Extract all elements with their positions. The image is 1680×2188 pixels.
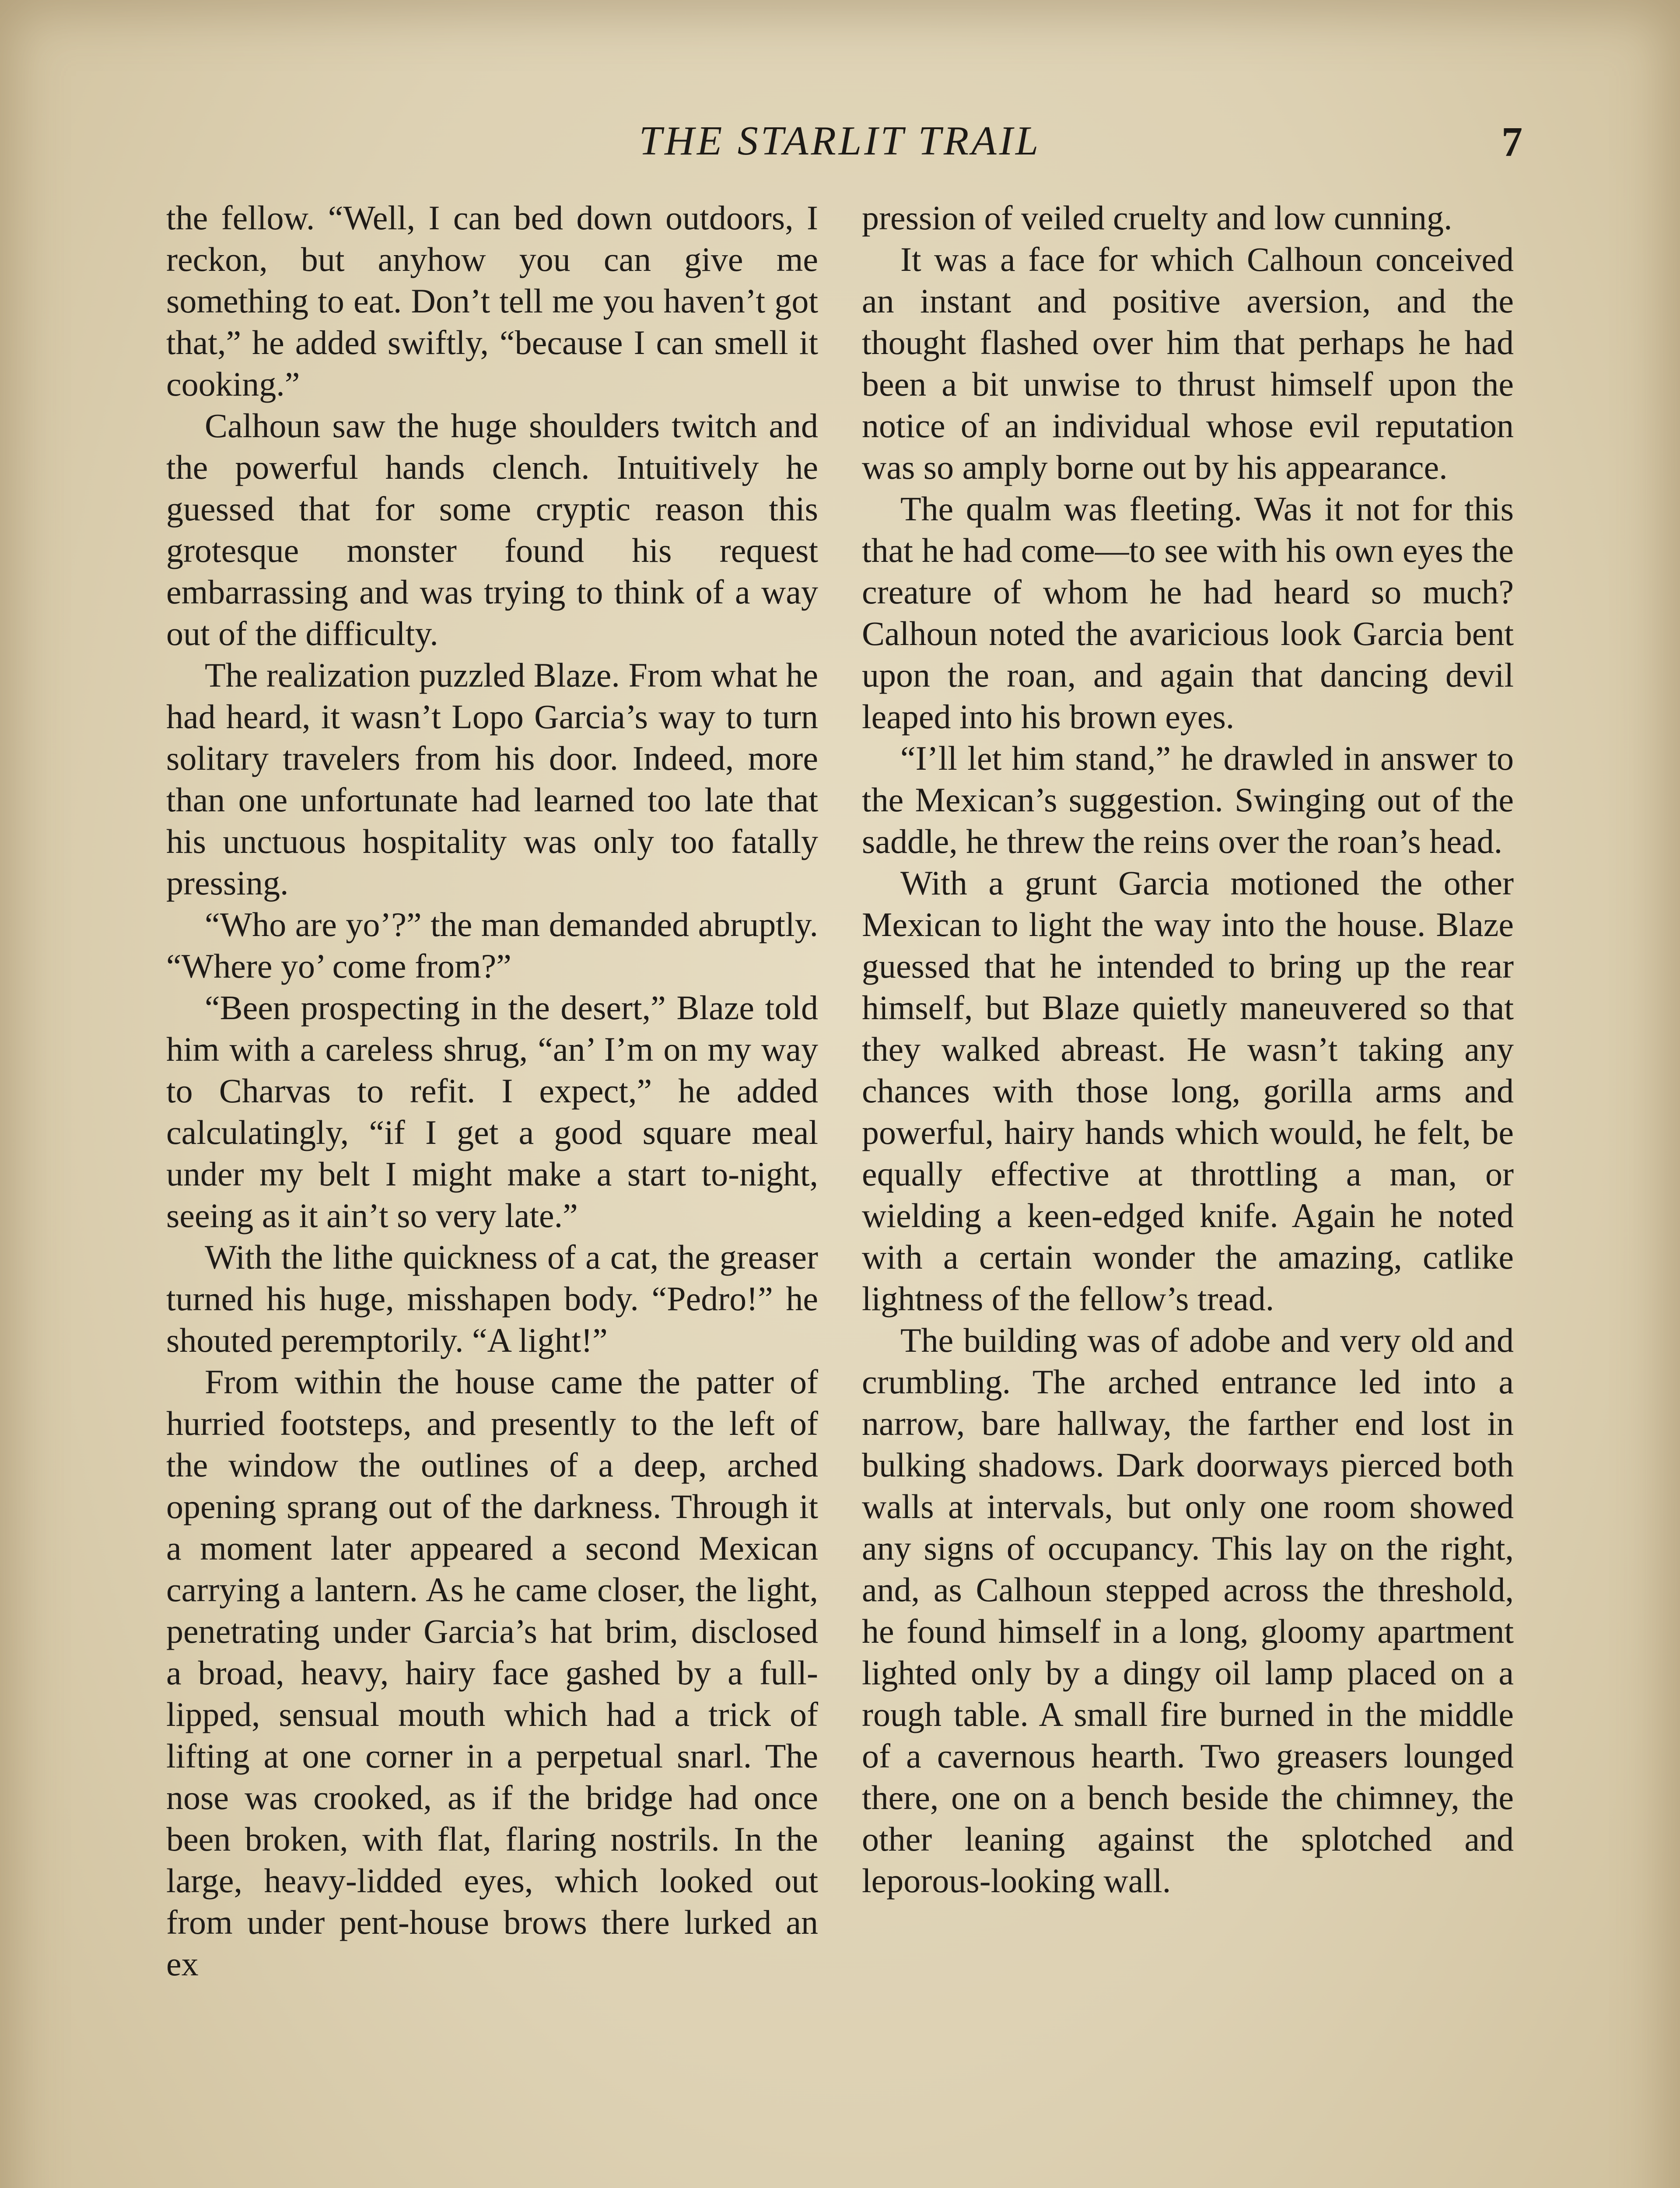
page-number: 7 — [1502, 118, 1522, 165]
paragraph: It was a face for which Calhoun conceived an instant and positive aversion, and the thought flashed over him that perhaps he had been a bit unwise to thrust himself upon the notice of an individual whose evil reputation was so amply borne out by his appearance. — [862, 240, 1514, 486]
paragraph: From within the house came the patter of hurried footsteps, and presently to the left of the window the outlines of a deep, arched opening sprang out of the darkness. Through it a moment later appeared a second Mexican carrying a lantern. As he came closer, the light, penetrating under Garcia’s hat brim, disclosed a broad, heavy, hairy face gashed by a full-lipped, sensual mouth which had a trick of lifting at one corner in a perpetual snarl. The nose was crooked, as if the bridge had once been broken, with flat, flaring nostrils. In the large, heavy-lidded eyes, which looked out from under pent-house brows there lurked an ex — [166, 1363, 818, 1983]
paragraph: pression of veiled cruelty and low cunning. — [862, 199, 1452, 237]
paragraph: the fellow. “Well, I can bed down outdoors, I reckon, but anyhow you can give me something to eat. Don’t tell me you haven’t got that,” he added swiftly, “because I can smell it cooking.” — [166, 199, 818, 403]
right-column — [862, 197, 1514, 1901]
paragraph: The building was of adobe and very old and crumbling. The arched entrance led into a narrow, bare hallway, the farther end lost in bulking shadows. Dark doorways pierced both walls at intervals, but only one room showed any signs of occupancy. This lay on the right, and, as Calhoun stepped across the threshold, he found himself in a long, gloomy apartment lighted only by a dingy oil lamp placed on a rough table. A small fire burned in the middle of a cavernous hearth. Two greasers lounged there, one on a bench beside the chimney, the other leaning against the splotched and leporous-looking wall. — [862, 1321, 1514, 1900]
paragraph: Calhoun saw the huge shoulders twitch and the powerful hands clench. Intuitively he guessed that for some cryptic reason this grotesque monster found his request embarrassing and was trying to think of a way out of the difficulty. — [166, 407, 818, 652]
paragraph: “I’ll let him stand,” he drawled in answer to the Mexican’s suggestion. Swinging out of the saddle, he threw the reins over the roan’s head. — [862, 739, 1514, 860]
left-column — [166, 197, 818, 1985]
running-title: THE STARLIT TRAIL — [639, 118, 1041, 164]
paragraph: With the lithe quickness of a cat, the greaser turned his huge, misshapen body. “Pedro!” he shouted peremptorily. “A light!” — [166, 1238, 818, 1359]
paragraph: The qualm was fleeting. Was it not for this that he had come—to see with his own eyes the creature of whom he had heard so much? Calhoun noted the avaricious look Garcia bent upon the roan, and again that dancing devil leaped into his brown eyes. — [862, 490, 1514, 736]
paragraph: With a grunt Garcia motioned the other Mexican to light the way into the house. Blaze guessed that he intended to bring up the rear himself, but Blaze quietly maneuvered so that they walked abreast. He wasn’t taking any chances with those long, gorilla arms and powerful, hairy hands which would, he felt, be equally effective at throttling a man, or wielding a keen-edged knife. Again he noted with a certain wonder the amazing, catlike lightness of the fellow’s tread. — [862, 864, 1514, 1318]
paragraph: “Been prospecting in the desert,” Blaze told him with a careless shrug, “an’ I’m on my way to Charvas to refit. I expect,” he added calculatingly, “if I get a good square meal under my belt I might make a start to-night, seeing as it ain’t so very late.” — [166, 989, 818, 1234]
paragraph: “Who are yo’?” the man demanded abruptly. “Where yo’ come from?” — [166, 905, 818, 985]
paragraph: The realization puzzled Blaze. From what he had heard, it wasn’t Lopo Garcia’s way to turn solitary travelers from his door. Indeed, more than one unfortunate had learned too late that his unctuous hospitality was only too fatally pressing. — [166, 656, 818, 902]
